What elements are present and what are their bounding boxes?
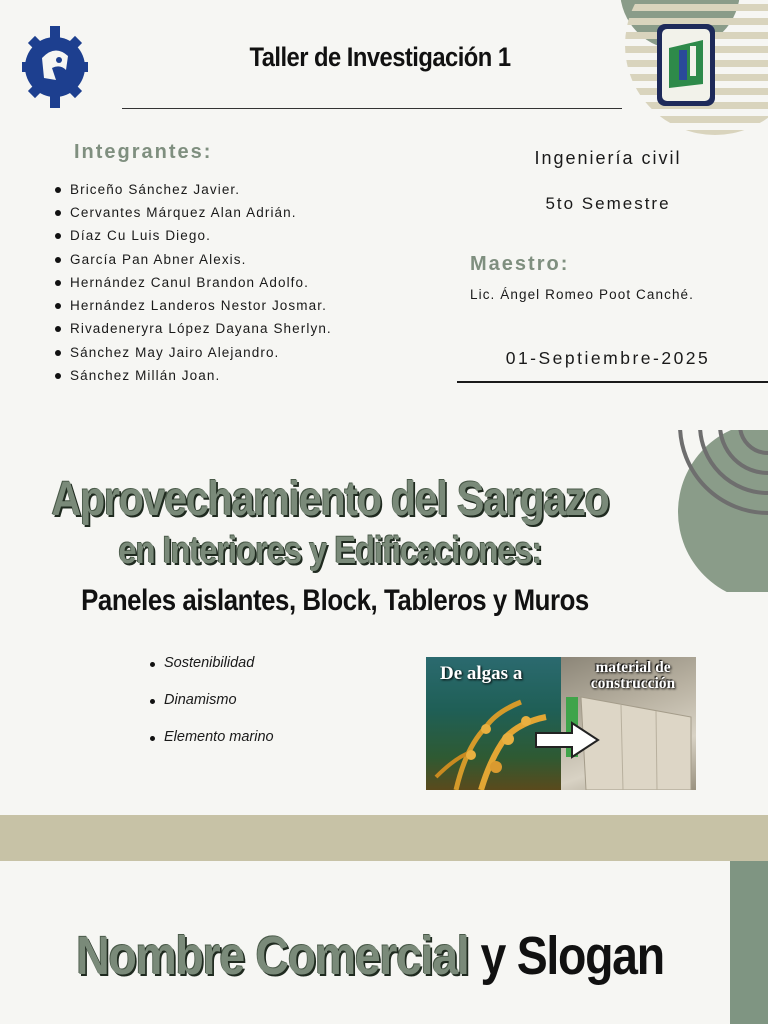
bullet-icon <box>55 210 61 216</box>
bullet-icon <box>55 303 61 309</box>
list-item <box>55 294 332 317</box>
image-caption-right: material de construcción <box>590 659 676 692</box>
feature-text: Elemento marino <box>164 729 274 745</box>
list-item <box>55 248 332 271</box>
sargassum-to-material-image <box>426 657 696 790</box>
feature-list <box>150 655 274 766</box>
bullet-icon <box>55 373 61 379</box>
project-title-line2: en Interiores y Edificaciones: <box>118 530 542 572</box>
member-name: Hernández Landeros Nestor Josmar. <box>70 298 327 314</box>
team-label: Integrantes: <box>74 141 213 163</box>
bullet-icon <box>55 350 61 356</box>
list-item <box>55 178 332 201</box>
member-name: Hernández Canul Brandon Adolfo. <box>70 274 309 290</box>
list-item <box>55 318 332 341</box>
header-divider <box>122 108 622 109</box>
feature-text: Sostenibilidad <box>164 655 255 671</box>
page-title: Taller de Investigación 1 <box>249 42 511 72</box>
bullet-icon <box>55 187 61 193</box>
member-name: Cervantes Márquez Alan Adrián. <box>70 204 297 220</box>
member-name: García Pan Abner Alexis. <box>70 251 247 267</box>
bullet-icon <box>150 699 155 704</box>
date-divider <box>457 381 768 383</box>
bullet-icon <box>55 257 61 263</box>
section-title-part1: Nombre Comercial <box>76 926 469 986</box>
date-text: 01-Septiembre-2025 <box>505 348 711 368</box>
bullet-icon <box>55 326 61 332</box>
project-title-line1: Aprovechamiento del Sargazo <box>51 473 609 526</box>
section-title <box>52 925 688 987</box>
teacher-name: Lic. Ángel Romeo Poot Canché. <box>470 287 695 302</box>
member-name: Sánchez May Jairo Alejandro. <box>70 344 280 360</box>
list-item <box>55 271 332 294</box>
teacher-label: Maestro: <box>470 253 570 275</box>
list-item <box>150 655 274 692</box>
section-title-part2: y Slogan <box>480 926 664 986</box>
list-item <box>55 341 332 364</box>
semester-text: 5to Semestre <box>545 194 671 213</box>
member-name: Sánchez Millán Joan. <box>70 368 221 384</box>
top-right-decoration <box>540 0 768 140</box>
bullet-icon <box>150 662 155 667</box>
bullet-icon <box>55 280 61 286</box>
career-name: Ingeniería civil <box>534 148 682 168</box>
list-item <box>55 225 332 248</box>
arrow-right-icon <box>534 721 600 759</box>
project-subtitle: Paneles aislantes, Block, Tableros y Muros <box>81 584 589 617</box>
tecnologico-shield-logo-icon <box>655 22 717 108</box>
member-name: Rivadeneryra López Dayana Sherlyn. <box>70 321 332 337</box>
jaguar-gear-logo-icon <box>22 20 88 114</box>
mid-right-decoration <box>650 430 768 592</box>
divider-band <box>0 815 768 861</box>
list-item <box>150 692 274 729</box>
member-name: Briceño Sánchez Javier. <box>70 181 241 197</box>
bullet-icon <box>150 736 155 741</box>
feature-text: Dinamismo <box>164 692 237 708</box>
side-accent-bar <box>730 861 768 1024</box>
bullet-icon <box>55 233 61 239</box>
image-caption-left: De algas a <box>440 663 523 684</box>
member-list <box>55 178 332 388</box>
list-item <box>55 364 332 387</box>
list-item <box>150 729 274 766</box>
list-item <box>55 201 332 224</box>
member-name: Díaz Cu Luis Diego. <box>70 228 211 244</box>
